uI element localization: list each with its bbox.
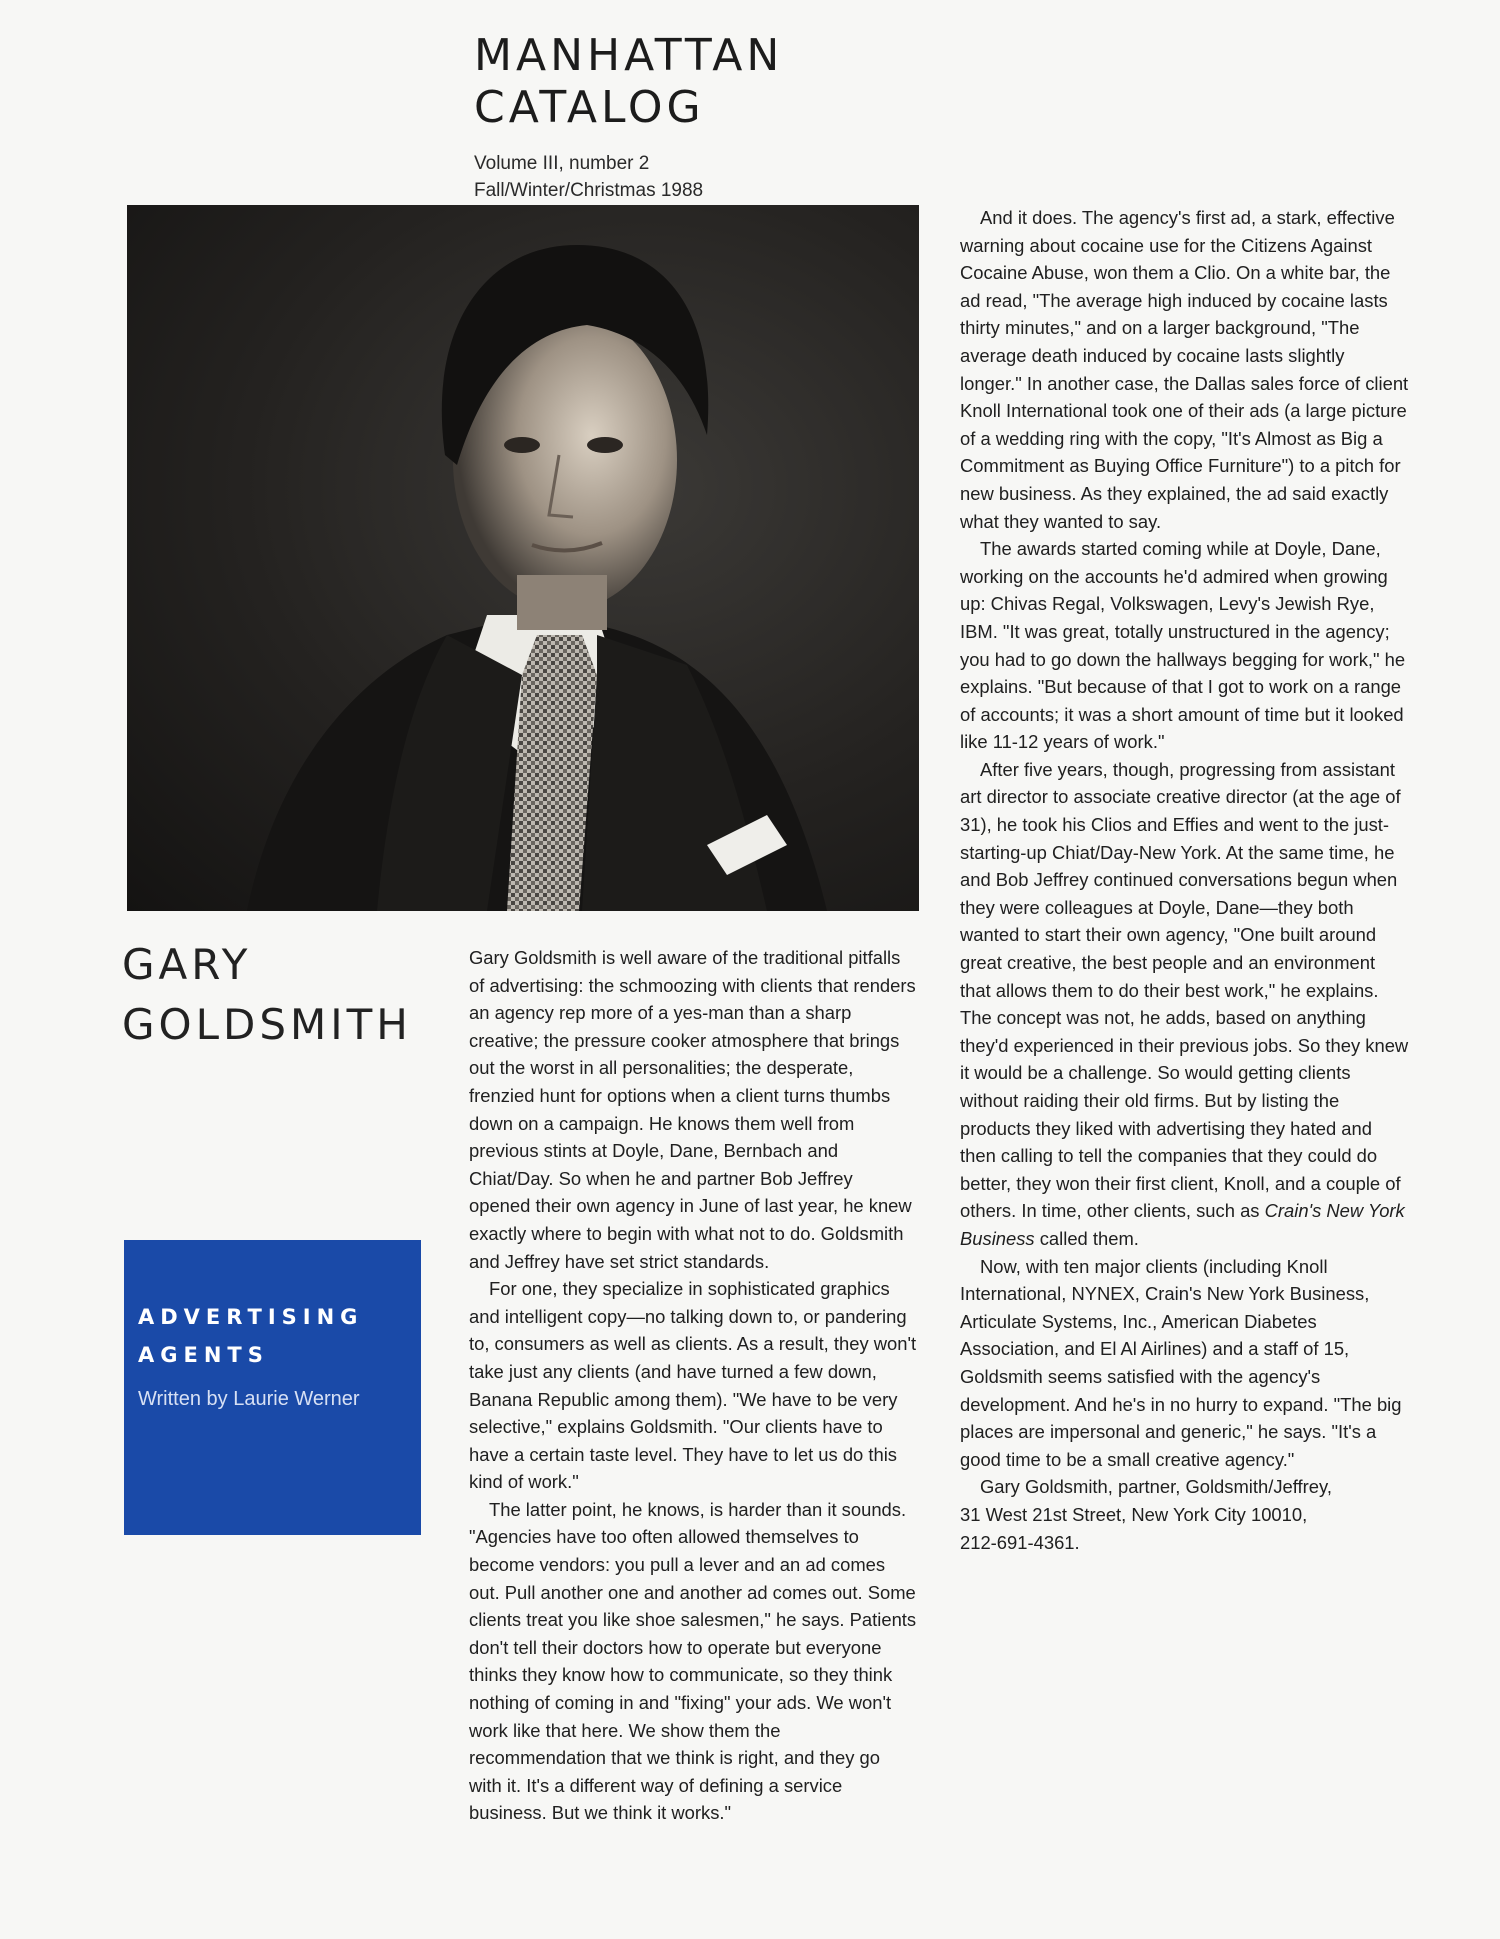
contact-line-1: Gary Goldsmith, partner, Goldsmith/Jeffrey, — [980, 1476, 1332, 1498]
paragraph — [960, 756, 1410, 1253]
article-column-2 — [960, 204, 1410, 1556]
paragraph: And it does. The agency's first ad, a stark, effective warning about cocaine use for the Citizens Against Cocaine Abuse, won them a Clio. On a white bar, the ad read, "The average high induced by cocaine lasts thirty minutes," and on a larger background, "The average death induced by cocaine lasts slightly longer." In another case, the Dallas sales force of client Knoll International took one of their ads (a large picture of a wedding ring with the copy, "It's Almost as Big a Commitment as Buying Office Furniture") to a pitch for new business. As they explained, the ad said exactly what they wanted to say. — [960, 207, 1409, 532]
paragraph: For one, they specialize in sophisticated graphics and intelligent copy—no talking down to, or pandering to, consumers as well as clients. As a result, they won't take just any clients (and have turned a few down, Banana Republic among them). "We have to be very selective," explains Goldsmith. "Our clients have to have a certain taste level. They have to let us do this kind of work." — [469, 1278, 917, 1493]
section-label-line-2: AGENTS — [138, 1343, 269, 1367]
masthead-title-line-2: CATALOG — [474, 82, 705, 133]
contact-info — [960, 1473, 1410, 1556]
profile-name — [122, 935, 422, 1055]
contact-phone: 212-691-4361. — [960, 1531, 1080, 1553]
paragraph: Gary Goldsmith is well aware of the traditional pitfalls of advertising: the schmoozing with clients that renders an agency rep more of a yes-man than a sharp creative; the pressure cooker atmosphere that brings out the worst in all personalities; the desperate, frenzied hunt for options when a client turns thumbs down on a campaign. He knows them well from previous stints at Doyle, Dane, Bernbach and Chiat/Day. So when he and partner Bob Jeffrey opened their own agency in June of last year, he knew exactly where to begin with what not to do. Goldsmith and Jeffrey have set strict standards. — [469, 947, 916, 1272]
article-column-1 — [469, 944, 917, 1827]
byline: Written by Laurie Werner — [138, 1388, 360, 1410]
paragraph-text-end: called them. — [1034, 1227, 1139, 1249]
profile-name-text — [122, 935, 422, 1055]
issue-info — [474, 150, 894, 204]
paragraph: The awards started coming while at Doyle, Dane, working on the accounts he'd admired when growing up: Chivas Regal, Volkswagen, Levy's Jewish Rye, IBM. "It was great, totally unstructured in the agency; you had to go down the hallways begging for work," he explains. "But because of that I got to work on a range of accounts; it was a short amount of time but it looked like 11-12 years of work." — [960, 538, 1406, 753]
issue-season: Fall/Winter/Christmas 1988 — [474, 180, 704, 201]
issue-volume: Volume III, number 2 — [474, 153, 650, 174]
publication-name: Crain's New York Business — [960, 1200, 1405, 1249]
paragraph: Now, with ten major clients (including Knoll International, NYNEX, Crain's New York Business, Articulate Systems, Inc., American Diabetes Association, and El Al Airlines) and a staff of 15, Goldsmith seems satisfied with the agency's development. And he's in no hurry to expand. "The big places are impersonal and generic," he says. "It's a good time to be a small creative agency." — [960, 1255, 1402, 1470]
section-label-line-1: ADVERTISING — [138, 1305, 364, 1329]
paragraph-text: After five years, though, progressing from assistant art director to associate creative director (at the age of 31), he took his Clios and Effies and went to the just-starting-up Chiat/Day-New York. At the same time, he and Bob Jeffrey continued conversations begun when they were colleagues at Doyle, Dane—they both wanted to start their own agency, "One built around great creative, the best people and an environment that allows them to do their best work," he explains. The concept was not, he adds, based on anything they'd experienced in their previous jobs. So they knew it would be a challenge. So would getting clients without raiding their old firms. But by listing the products they liked with advertising they hated and then calling to tell the companies that they could do better, they won their first client, Knoll, and a couple of others. In time, other clients, such as — [960, 758, 1409, 1222]
portrait-illustration — [127, 205, 919, 911]
section-box — [124, 1240, 421, 1535]
contact-line-2: 31 West 21st Street, New York City 10010, — [960, 1503, 1308, 1525]
masthead-title-line-1: MANHATTAN — [474, 30, 784, 81]
masthead-title — [474, 30, 894, 134]
portrait-photo — [127, 205, 919, 911]
profile-last-name: GOLDSMITH — [122, 1000, 412, 1049]
paragraph: The latter point, he knows, is harder than it sounds. "Agencies have too often allowed themselves to become vendors: you pull a lever and an ad comes out. Pull another one and another ad comes out. Some clients treat you like shoe salesmen," he says. Patients don't tell their doctors how to operate but everyone thinks they know how to communicate, so they think nothing of coming in and "fixing" your ads. We won't work like that here. We show them the recommendation that we think is right, and they go with it. It's a different way of defining a service business. But we think it works." — [469, 1498, 917, 1824]
masthead — [474, 30, 894, 204]
profile-first-name: GARY — [122, 940, 252, 989]
section-label — [138, 1298, 407, 1374]
